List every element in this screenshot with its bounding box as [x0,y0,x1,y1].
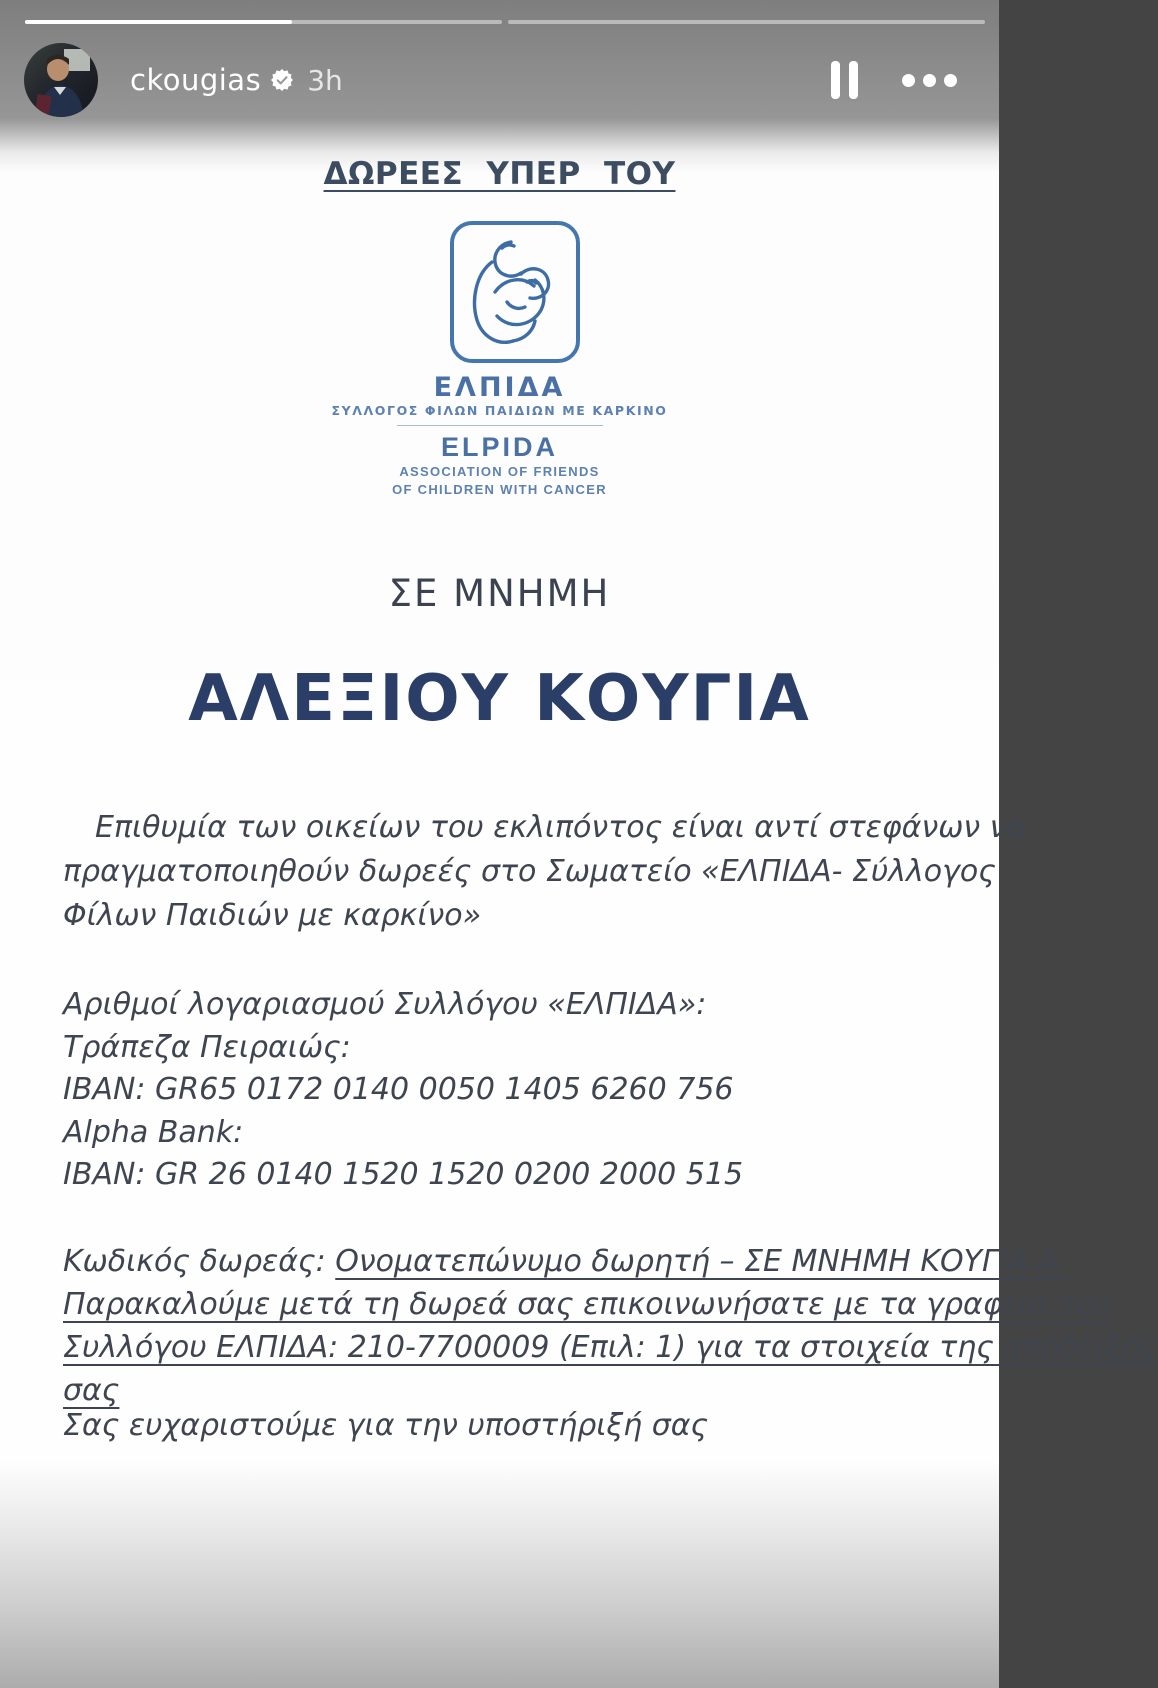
iban-number: IBAN: GR 26 0140 1520 1520 0200 2000 515 [63,1157,744,1192]
bank-name: Alpha Bank: [63,1114,244,1150]
accounts-intro: Αριθμοί λογαριασμού Συλλόγου «ΕΛΠΙΔΑ»: [63,987,707,1022]
donation-code-block [63,1240,1158,1412]
iban-number: IBAN: GR65 0172 0140 0050 1405 6260 756 [63,1072,734,1107]
donation-code-text: Ονοματεπώνυμο δωρητή – ΣΕ ΜΝΗΜΗ ΚΟΥΓΙΑ Α. [335,1244,1068,1279]
body-line: σας [63,1373,120,1408]
logo-divider [397,425,603,426]
body-line: Συλλόγου ΕΛΠΙΔΑ: 210-7700009 (Επιλ: 1) για τα στοιχεία της απόδειξής [63,1330,1158,1365]
body-line: Παρακαλούμε μετά τη δωρεά σας επικοινωνήσατε με τα γραφεία του [63,1287,1113,1322]
logo-greek-name: ΕΛΠΙΔΑ [433,372,566,403]
donation-code-label: Κωδικός δωρεάς: [63,1244,336,1279]
username[interactable]: ckougias [130,63,262,97]
document-heading: ΔΩΡΕΕΣ ΥΠΕΡ ΤΟΥ [323,156,676,192]
body-line [63,1240,1068,1283]
thanks-line: Σας ευχαριστούμε για την υποστήριξή σας [63,1408,709,1443]
body-line: πραγματοποιηθούν δωρεές στο Σωματείο «ΕΛΠΙΔΑ- Σύλλογος [63,854,996,889]
logo-greek-subtitle: ΣΥΛΛΟΓΟΣ ΦΙΛΩΝ ΠΑΙΔΙΩΝ ΜΕ ΚΑΡΚΙΝΟ [331,403,668,418]
body-line: Φίλων Παιδιών με καρκίνο» [63,898,482,933]
elpida-logo-icon [447,218,583,366]
body-line: Επιθυμία των οικείων του εκλιπόντος είναι αντί στεφάνων να [95,810,1027,845]
wish-paragraph [63,806,1027,938]
logo-latin-name: ELPIDA [440,432,558,462]
account-numbers-block [63,984,943,1197]
logo-latin-subtitle-line2: OF CHILDREN WITH CANCER [392,482,607,497]
logo-latin-subtitle-line1: ASSOCIATION OF FRIENDS [399,464,600,479]
deceased-name-title: ΑΛΕΞΙΟΥ ΚΟΥΓΙΑ [188,662,811,736]
story-timestamp: 3h [307,63,343,97]
bank-name: Τράπεζα Πειραιώς: [63,1029,351,1065]
in-memory-label: ΣΕ ΜΝΗΜΗ [388,572,611,615]
